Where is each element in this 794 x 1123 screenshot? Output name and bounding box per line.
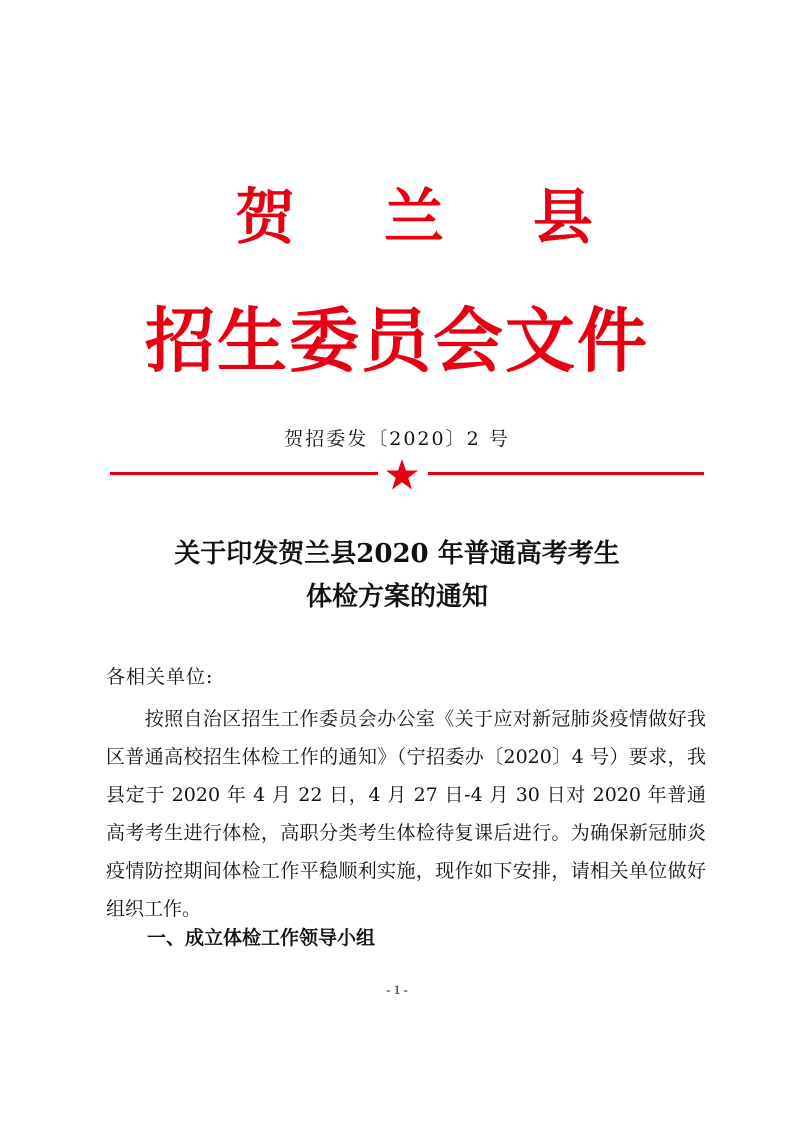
document-number: 贺招委发〔2020〕2 号 bbox=[284, 428, 510, 450]
body-paragraph: 按照自治区招生工作委员会办公室《关于应对新冠肺炎疫情做好我区普通高校招生体检工作的通知》（宁招委办〔2020〕4 号）要求，我县定于 2020 年 4 月 22 日，4 月 27 日-4 月 30 日对 2020 年普通高考考生进行体检，高职分类考生体检待复课后进行。为确保新冠肺炎疫情防控期间体检工作平稳顺利实施，现作如下安排，请相关单位做好组织工作。 bbox=[106, 708, 706, 920]
section-heading: 一、成立体检工作领导小组 bbox=[147, 927, 376, 949]
body-text bbox=[106, 700, 706, 928]
notice-title-line-2: 体检方案的通知 bbox=[305, 582, 488, 612]
header-county-name: 贺 兰 县 bbox=[235, 183, 627, 253]
salutation: 各相关单位: bbox=[106, 666, 214, 688]
red-divider-right bbox=[428, 472, 704, 475]
page-number: - 1 - bbox=[386, 982, 408, 997]
star-icon bbox=[385, 458, 419, 492]
red-divider-left bbox=[110, 472, 378, 475]
header-document-type: 招生委员会文件 bbox=[145, 299, 649, 382]
notice-title-line-1: 关于印发贺兰县2020 年普通高考考生 bbox=[174, 539, 620, 569]
